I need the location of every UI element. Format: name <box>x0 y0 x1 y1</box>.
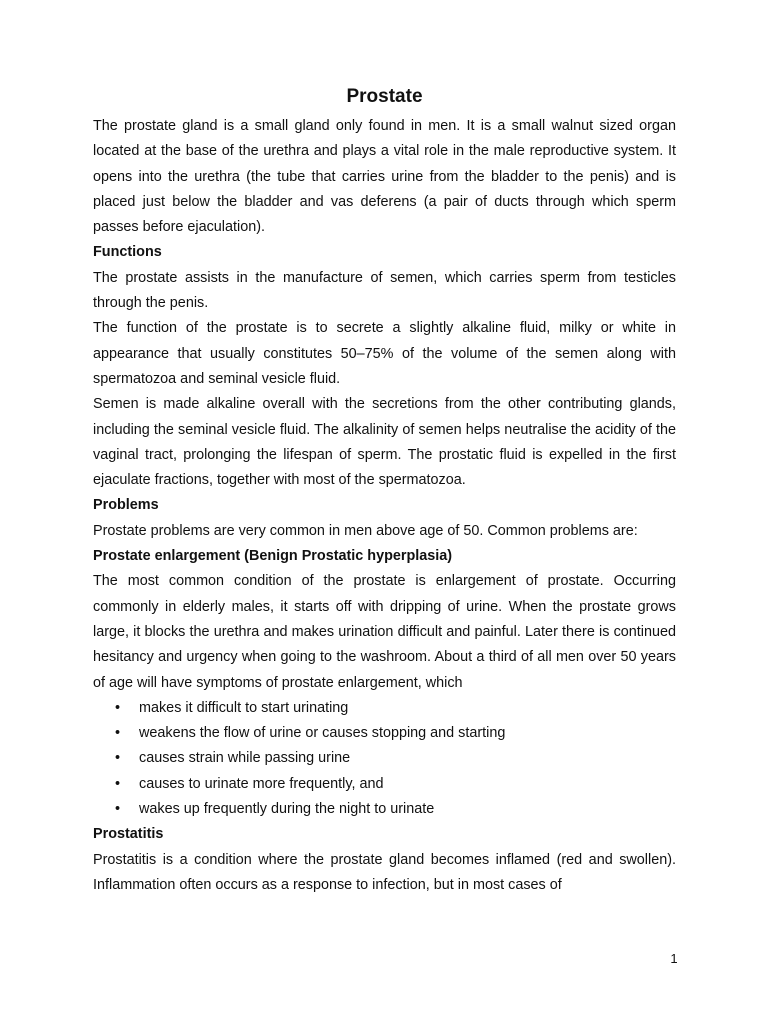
functions-paragraph-3: Semen is made alkaline overall with the secretions from the other contributing glands, including the seminal vesicle fluid. The alkalinity of semen helps neutralise the acidity of the vaginal tract, prolonging the lifespan of sperm. The prostatic fluid is expelled in the first ejaculate fractions, together with most of the spermatozoa. <box>93 396 676 489</box>
list-item <box>93 772 676 797</box>
page-number: 1 <box>670 951 678 966</box>
list-item <box>93 746 676 771</box>
list-item <box>93 797 676 822</box>
bullet-icon: • <box>115 699 121 716</box>
problems-heading: Problems <box>93 497 159 514</box>
prostatitis-heading: Prostatitis <box>93 826 164 843</box>
functions-heading: Functions <box>93 244 162 261</box>
bullet-icon: • <box>115 801 121 818</box>
functions-paragraph-2: The function of the prostate is to secrete a slightly alkaline fluid, milky or white in appearance that usually constitutes 50–75% of the volume of the semen along with spermatozoa and seminal vesicle fluid. <box>93 320 676 387</box>
problems-paragraph: Prostate problems are very common in men above age of 50. Common problems are: <box>93 522 638 539</box>
bullet-icon: • <box>115 725 121 742</box>
document-title: Prostate <box>346 86 423 107</box>
prostatitis-paragraph: Prostatitis is a condition where the prostate gland becomes inflamed (red and swollen). Inflammation often occurs as a response to infection, but in most cases of <box>93 851 676 893</box>
list-item-text: weakens the flow of urine or causes stopping and starting <box>139 725 506 742</box>
list-item-text: makes it difficult to start urinating <box>139 699 349 716</box>
bullet-icon: • <box>115 750 121 767</box>
enlargement-heading: Prostate enlargement (Benign Prostatic hyperplasia) <box>93 548 453 565</box>
functions-paragraph-1: The prostate assists in the manufacture of semen, which carries sperm from testicles through the penis. <box>93 269 676 312</box>
document-page <box>93 84 676 898</box>
list-item-text: wakes up frequently during the night to urinate <box>139 801 435 818</box>
list-item <box>93 721 676 746</box>
list-item-text: causes strain while passing urine <box>139 750 351 767</box>
enlargement-paragraph: The most common condition of the prostate is enlargement of prostate. Occurring commonly in elderly males, it starts off with dripping of urine. When the prostate grows large, it blocks the urethra and makes urination difficult and painful. Later there is continued hesitancy and urgency when going to the washroom. About a third of all men over 50 years of age will have symptoms of prostate enlargement, which <box>93 573 676 691</box>
symptoms-list <box>93 696 676 822</box>
intro-paragraph: The prostate gland is a small gland only found in men. It is a small walnut sized organ located at the base of the urethra and plays a vital role in the male reproductive system. It opens into the urethra (the tube that carries urine from the bladder to the penis) and is placed just below the bladder and vas deferens (a pair of ducts through which sperm passes before ejaculation). <box>93 118 676 236</box>
bullet-icon: • <box>115 775 121 792</box>
list-item-text: causes to urinate more frequently, and <box>139 775 384 792</box>
list-item <box>93 696 676 721</box>
